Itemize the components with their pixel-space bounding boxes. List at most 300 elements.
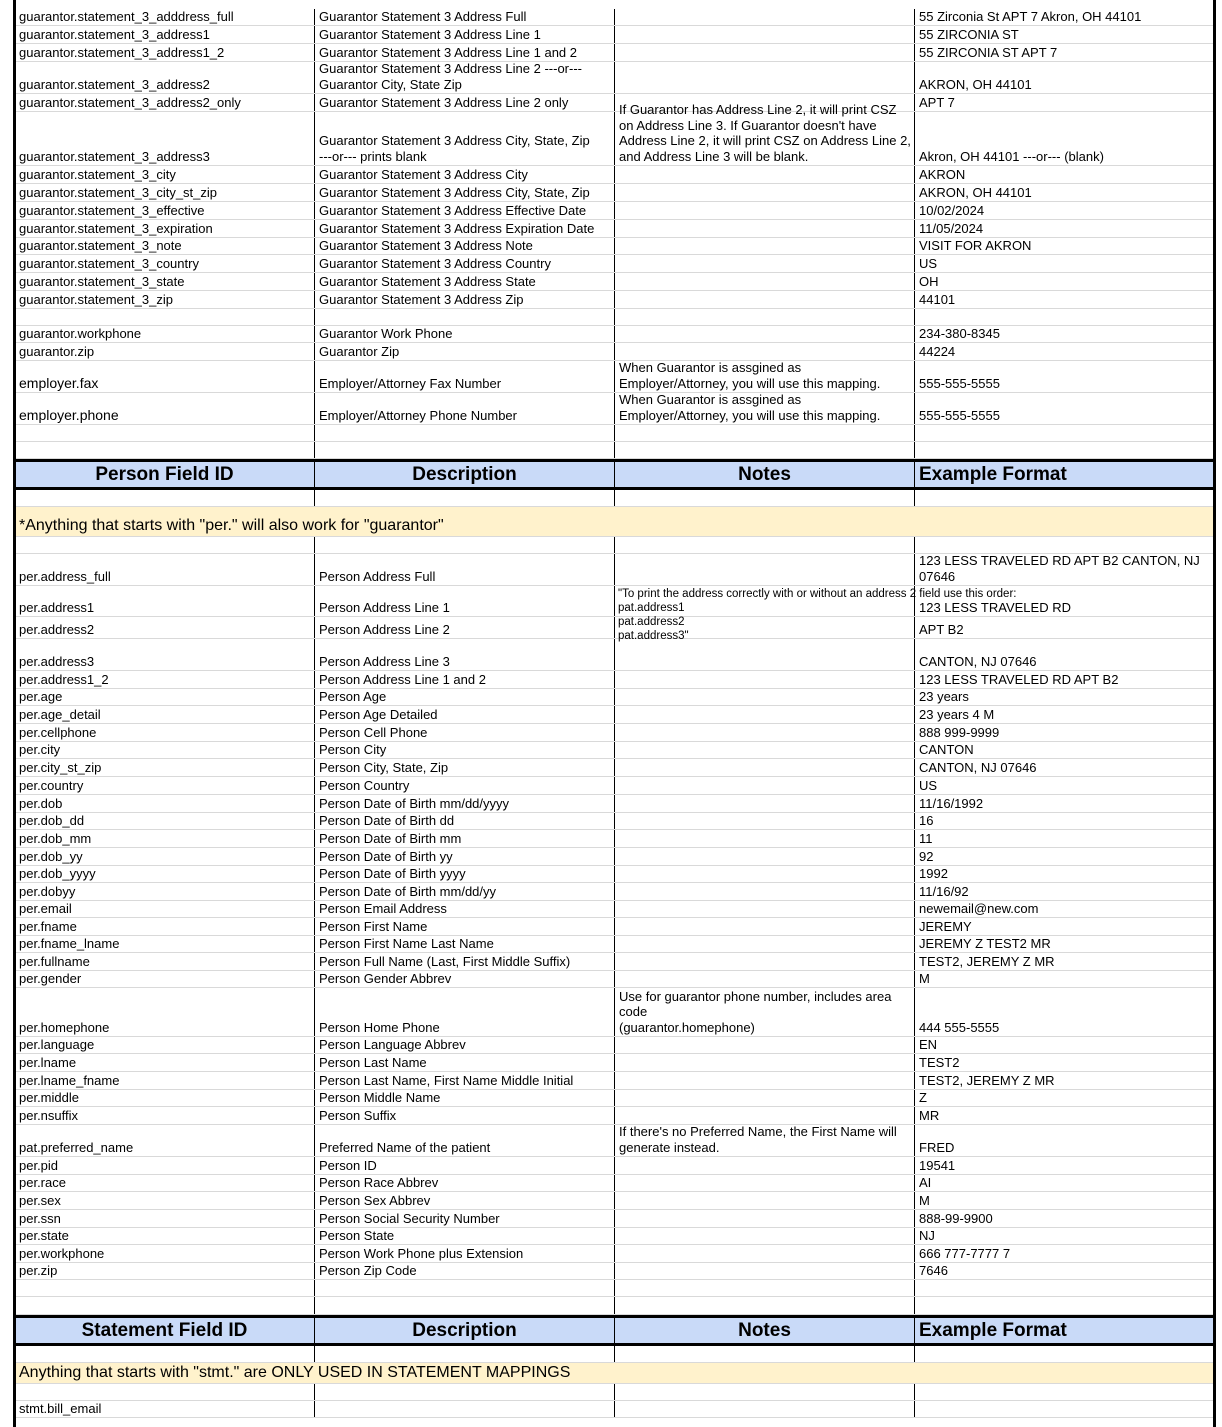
table-row bbox=[15, 1228, 1214, 1245]
description-cell[interactable]: Person Country bbox=[315, 777, 615, 794]
example-cell[interactable]: MR bbox=[919, 1107, 940, 1123]
description-cell[interactable]: Guarantor Statement 3 Address City, State, Zip ---or--- prints blank bbox=[315, 112, 615, 165]
notes-cell[interactable]: If there's no Preferred Name, the First Name will generate instead. bbox=[615, 1125, 915, 1156]
notes-cell[interactable] bbox=[615, 759, 915, 776]
description-cell[interactable]: Person Middle Name bbox=[315, 1090, 615, 1106]
field-id-cell[interactable]: employer.phone bbox=[15, 393, 315, 424]
empty-cell[interactable] bbox=[315, 1346, 615, 1362]
example-cell[interactable]: 123 LESS TRAVELED RD APT B2 bbox=[919, 671, 1119, 687]
table-row bbox=[15, 848, 1214, 866]
field-id-cell[interactable]: per.email bbox=[15, 901, 315, 917]
table-row bbox=[15, 586, 1214, 617]
example-cell[interactable]: TEST2 bbox=[919, 1054, 960, 1070]
description-cell[interactable] bbox=[315, 1280, 615, 1296]
example-cell[interactable]: 555-555-5555 bbox=[919, 407, 1000, 423]
description-cell[interactable]: Guarantor Statement 3 Address Line 1 and 2 bbox=[315, 44, 615, 61]
field-id-cell[interactable]: guarantor.statement_3_state bbox=[15, 273, 315, 290]
notes-cell[interactable] bbox=[615, 273, 915, 290]
table-row bbox=[15, 1384, 1214, 1401]
example-cell[interactable] bbox=[915, 1280, 1214, 1296]
description-cell[interactable]: Person Zip Code bbox=[315, 1263, 615, 1279]
table-row bbox=[15, 9, 1214, 26]
notes-cell[interactable] bbox=[615, 62, 915, 93]
notes-cell[interactable] bbox=[615, 918, 915, 935]
example-cell[interactable]: EN bbox=[919, 1036, 938, 1052]
field-id-cell[interactable]: per.lname_fname bbox=[15, 1072, 315, 1089]
table-row bbox=[15, 184, 1214, 202]
example-cell[interactable]: newemail@new.com bbox=[919, 900, 1039, 916]
notes-cell[interactable] bbox=[615, 830, 915, 847]
field-id-cell[interactable] bbox=[15, 425, 315, 441]
notes-cell[interactable] bbox=[615, 953, 915, 970]
example-cell[interactable]: 44101 bbox=[919, 291, 956, 307]
field-id-cell[interactable]: guarantor.statement_3_city_st_zip bbox=[15, 184, 315, 201]
description-cell[interactable]: Person Race Abbrev bbox=[315, 1175, 615, 1191]
field-id-cell[interactable]: per.zip bbox=[15, 1263, 315, 1279]
notes-cell[interactable] bbox=[615, 309, 915, 325]
notes-cell[interactable] bbox=[615, 901, 915, 917]
field-id-cell[interactable]: per.language bbox=[15, 1037, 315, 1053]
field-id-cell[interactable]: per.dob_yy bbox=[15, 848, 315, 865]
example-cell[interactable]: 234-380-8345 bbox=[919, 325, 1000, 341]
description-cell[interactable]: Employer/Attorney Phone Number bbox=[315, 393, 615, 424]
example-cell[interactable]: 123 LESS TRAVELED RD APT B2 CANTON, NJ 07646 bbox=[919, 553, 1200, 584]
description-cell[interactable]: Person Address Line 3 bbox=[315, 639, 615, 670]
field-id-cell[interactable]: per.dob_dd bbox=[15, 813, 315, 829]
description-cell[interactable]: Person Email Address bbox=[315, 901, 615, 917]
description-cell[interactable]: Person Cell Phone bbox=[315, 724, 615, 741]
field-id-cell[interactable]: per.address_full bbox=[15, 554, 315, 585]
field-id-cell[interactable]: per.address1 bbox=[15, 586, 315, 616]
notes-cell[interactable] bbox=[615, 9, 915, 25]
example-cell[interactable]: 19541 bbox=[919, 1157, 956, 1173]
notes-cell[interactable] bbox=[615, 238, 915, 254]
field-id-cell[interactable]: guarantor.statement_3_expiration bbox=[15, 220, 315, 237]
field-id-cell[interactable]: employer.fax bbox=[15, 361, 315, 392]
example-cell[interactable]: 888-99-9900 bbox=[919, 1210, 993, 1226]
example-cell[interactable] bbox=[915, 1297, 1214, 1314]
field-id-cell[interactable]: per.fname bbox=[15, 918, 315, 935]
notes-cell[interactable] bbox=[615, 848, 915, 865]
description-cell[interactable]: Guarantor Statement 3 Address Note bbox=[315, 238, 615, 254]
field-id-cell[interactable]: guarantor.statement_3_adddress_full bbox=[15, 9, 315, 25]
empty-cell[interactable] bbox=[15, 1346, 315, 1362]
table-row bbox=[15, 617, 1214, 639]
description-cell[interactable]: Person Age bbox=[315, 689, 615, 705]
description-cell[interactable]: Guarantor Statement 3 Address State bbox=[315, 273, 615, 290]
description-cell[interactable]: Person Sex Abbrev bbox=[315, 1192, 615, 1209]
table-row bbox=[15, 988, 1214, 1037]
description-cell[interactable]: Person Home Phone bbox=[315, 988, 615, 1036]
field-id-cell[interactable]: per.dob_mm bbox=[15, 830, 315, 847]
field-id-cell[interactable]: guarantor.statement_3_address1 bbox=[15, 26, 315, 43]
field-id-cell[interactable]: per.dob_yyyy bbox=[15, 866, 315, 882]
description-cell[interactable] bbox=[315, 1384, 615, 1400]
notes-cell[interactable]: When Guarantor is assgined as Employer/Attorney, you will use this mapping. bbox=[615, 393, 915, 424]
description-cell[interactable]: Guarantor Statement 3 Address Effective Date bbox=[315, 202, 615, 219]
example-cell[interactable] bbox=[915, 1384, 1214, 1400]
field-id-cell[interactable]: per.address3 bbox=[15, 639, 315, 670]
notes-cell[interactable] bbox=[615, 706, 915, 723]
description-cell[interactable]: Person State bbox=[315, 1228, 615, 1244]
field-id-cell[interactable]: guarantor.statement_3_zip bbox=[15, 291, 315, 308]
empty-cell[interactable] bbox=[915, 490, 1214, 506]
notes-cell[interactable] bbox=[615, 184, 915, 201]
column-header[interactable]: Example Format bbox=[919, 463, 1067, 485]
notes-cell[interactable] bbox=[615, 724, 915, 741]
example-cell[interactable]: 11/16/92 bbox=[919, 883, 969, 899]
field-id-cell[interactable]: per.city_st_zip bbox=[15, 759, 315, 776]
example-cell[interactable]: 16 bbox=[919, 812, 934, 828]
example-cell[interactable]: NJ bbox=[919, 1227, 935, 1243]
notes-cell[interactable] bbox=[615, 795, 915, 812]
example-cell[interactable]: 23 years 4 M bbox=[919, 706, 995, 722]
notes-cell[interactable] bbox=[615, 202, 915, 219]
notes-cell[interactable] bbox=[615, 813, 915, 829]
example-cell[interactable]: 555-555-5555 bbox=[919, 375, 1000, 391]
table-row bbox=[15, 166, 1214, 184]
notes-cell[interactable] bbox=[615, 44, 915, 61]
field-id-cell[interactable]: per.race bbox=[15, 1175, 315, 1191]
description-cell[interactable]: Guarantor Statement 3 Address Line 1 bbox=[315, 26, 615, 43]
table-row bbox=[15, 361, 1214, 393]
table-row bbox=[15, 639, 1214, 671]
notes-cell[interactable] bbox=[615, 1157, 915, 1174]
column-header[interactable]: Description bbox=[315, 1318, 615, 1343]
description-cell[interactable]: Person City, State, Zip bbox=[315, 759, 615, 776]
notes-cell[interactable] bbox=[615, 343, 915, 360]
table-row bbox=[15, 238, 1214, 255]
table-row bbox=[15, 1280, 1214, 1297]
description-cell[interactable]: Person Full Name (Last, First Middle Suffix) bbox=[315, 953, 615, 970]
example-cell[interactable]: TEST2, JEREMY Z MR bbox=[919, 1072, 1055, 1088]
example-cell[interactable]: CANTON bbox=[919, 741, 974, 757]
example-cell[interactable]: 44224 bbox=[919, 343, 956, 359]
example-cell[interactable]: 123 LESS TRAVELED RD bbox=[919, 599, 1071, 615]
field-id-cell[interactable]: guarantor.statement_3_address3 bbox=[15, 112, 315, 165]
spacer-row bbox=[15, 490, 1214, 507]
field-id-cell[interactable]: per.workphone bbox=[15, 1245, 315, 1262]
banner-text[interactable]: *Anything that starts with "per." will also work for "guarantor" bbox=[19, 517, 444, 534]
field-id-cell[interactable]: per.sex bbox=[15, 1192, 315, 1209]
notes-cell[interactable] bbox=[615, 1175, 915, 1191]
example-cell[interactable]: CANTON, NJ 07646 bbox=[919, 653, 1037, 669]
column-header[interactable]: Person Field ID bbox=[15, 462, 315, 487]
field-id-cell[interactable]: per.address1_2 bbox=[15, 671, 315, 688]
field-id-cell[interactable] bbox=[15, 537, 315, 553]
description-cell[interactable]: Person City bbox=[315, 742, 615, 758]
description-cell[interactable]: Guarantor Statement 3 Address Line 2 ---or--- Guarantor City, State Zip bbox=[315, 62, 615, 93]
field-id-cell[interactable]: per.nsuffix bbox=[15, 1107, 315, 1124]
description-cell[interactable]: Person First Name bbox=[315, 918, 615, 935]
example-cell[interactable]: JEREMY bbox=[919, 918, 972, 934]
notes-cell[interactable] bbox=[615, 255, 915, 272]
column-header[interactable]: Notes bbox=[615, 1318, 915, 1343]
example-cell[interactable]: CANTON, NJ 07646 bbox=[919, 759, 1037, 775]
field-id-cell[interactable]: guarantor.statement_3_address2_only bbox=[15, 94, 315, 111]
notes-cell[interactable] bbox=[615, 883, 915, 900]
notes-cell[interactable] bbox=[615, 1210, 915, 1227]
notes-cell[interactable] bbox=[615, 1384, 915, 1400]
field-id-cell[interactable]: per.middle bbox=[15, 1090, 315, 1106]
example-cell[interactable]: TEST2, JEREMY Z MR bbox=[919, 953, 1055, 969]
notes-cell[interactable] bbox=[615, 554, 915, 585]
field-id-cell[interactable]: per.city bbox=[15, 742, 315, 758]
example-cell[interactable]: 888 999-9999 bbox=[919, 724, 1000, 740]
notes-cell[interactable] bbox=[615, 689, 915, 705]
description-cell[interactable]: Person Address Line 1 and 2 bbox=[315, 671, 615, 688]
example-cell[interactable] bbox=[915, 309, 1214, 325]
example-cell[interactable]: Akron, OH 44101 ---or--- (blank) bbox=[919, 148, 1104, 164]
example-cell[interactable] bbox=[915, 537, 1214, 553]
description-cell[interactable]: Person Gender Abbrev bbox=[315, 971, 615, 987]
description-cell[interactable]: Person Social Security Number bbox=[315, 1210, 615, 1227]
description-cell[interactable] bbox=[315, 537, 615, 553]
field-id-cell[interactable]: per.fullname bbox=[15, 953, 315, 970]
table-row bbox=[15, 689, 1214, 706]
description-cell[interactable]: Person Work Phone plus Extension bbox=[315, 1245, 615, 1262]
description-cell[interactable]: Preferred Name of the patient bbox=[315, 1125, 615, 1156]
description-cell[interactable]: Guarantor Statement 3 Address City, State, Zip bbox=[315, 184, 615, 201]
table-row bbox=[15, 706, 1214, 724]
table-row bbox=[15, 326, 1214, 343]
example-cell[interactable]: Z bbox=[919, 1089, 927, 1105]
example-cell[interactable]: OH bbox=[919, 273, 939, 289]
notes-cell[interactable] bbox=[615, 425, 915, 441]
description-cell[interactable]: Guarantor Statement 3 Address Zip bbox=[315, 291, 615, 308]
description-cell[interactable]: Person Date of Birth yyyy bbox=[315, 866, 615, 882]
field-id-cell[interactable]: per.age_detail bbox=[15, 706, 315, 723]
description-cell[interactable]: Person Last Name bbox=[315, 1054, 615, 1071]
example-cell[interactable]: US bbox=[919, 255, 938, 271]
field-id-cell[interactable]: guarantor.statement_3_effective bbox=[15, 202, 315, 219]
table-row bbox=[15, 936, 1214, 953]
example-cell[interactable]: 55 Zirconia St APT 7 Akron, OH 44101 bbox=[919, 8, 1142, 24]
description-cell[interactable]: Person Date of Birth dd bbox=[315, 813, 615, 829]
example-cell[interactable]: 55 ZIRCONIA ST APT 7 bbox=[919, 44, 1058, 60]
notes-cell[interactable] bbox=[615, 1072, 915, 1089]
description-cell[interactable]: Person Suffix bbox=[315, 1107, 615, 1124]
example-cell[interactable]: 1992 bbox=[919, 865, 948, 881]
description-cell[interactable] bbox=[315, 442, 615, 458]
example-cell[interactable] bbox=[915, 442, 1214, 458]
notes-cell[interactable] bbox=[615, 1401, 915, 1417]
example-cell[interactable]: VISIT FOR AKRON bbox=[919, 237, 1032, 253]
description-cell[interactable] bbox=[315, 425, 615, 441]
description-cell[interactable]: Guarantor Work Phone bbox=[315, 326, 615, 342]
example-cell[interactable]: 7646 bbox=[919, 1262, 948, 1278]
description-cell[interactable]: Person ID bbox=[315, 1157, 615, 1174]
empty-cell[interactable] bbox=[15, 490, 315, 506]
example-cell[interactable]: AKRON, OH 44101 bbox=[919, 76, 1032, 92]
field-id-cell[interactable]: per.dob bbox=[15, 795, 315, 812]
description-cell[interactable]: Guarantor Statement 3 Address Country bbox=[315, 255, 615, 272]
notes-cell[interactable]: If Guarantor has Address Line 2, it will print CSZ on Address Line 3. If Guarantor doesn't have Address Line 2, it will print CSZ on Address Line 2, and Address Line 3 will be blank. bbox=[615, 112, 915, 165]
table-row bbox=[15, 1175, 1214, 1192]
field-id-cell[interactable]: per.pid bbox=[15, 1157, 315, 1174]
example-cell[interactable]: AI bbox=[919, 1174, 932, 1190]
example-cell[interactable]: 666 777-7777 7 bbox=[919, 1245, 1011, 1261]
example-cell[interactable]: FRED bbox=[919, 1139, 955, 1155]
table-row bbox=[15, 554, 1214, 586]
description-cell[interactable]: Person Date of Birth mm/dd/yyyy bbox=[315, 795, 615, 812]
description-cell[interactable]: Guarantor Statement 3 Address City bbox=[315, 166, 615, 183]
notes-cell[interactable]: Use for guarantor phone number, includes area code (guarantor.homephone) bbox=[615, 988, 915, 1036]
field-id-cell[interactable]: per.lname bbox=[15, 1054, 315, 1071]
description-cell[interactable] bbox=[315, 1297, 615, 1314]
example-cell[interactable]: 92 bbox=[919, 848, 934, 864]
empty-cell[interactable] bbox=[915, 1346, 1214, 1362]
field-id-cell[interactable]: per.fname_lname bbox=[15, 936, 315, 952]
field-id-cell[interactable]: guarantor.workphone bbox=[15, 326, 315, 342]
notes-cell[interactable] bbox=[615, 220, 915, 237]
example-cell[interactable]: 10/02/2024 bbox=[919, 202, 985, 218]
notes-cell[interactable] bbox=[615, 971, 915, 987]
notes-cell[interactable] bbox=[615, 1054, 915, 1071]
field-id-cell[interactable] bbox=[15, 1297, 315, 1314]
field-id-cell[interactable]: guarantor.statement_3_city bbox=[15, 166, 315, 183]
field-id-cell[interactable]: per.ssn bbox=[15, 1210, 315, 1227]
notes-cell[interactable] bbox=[615, 166, 915, 183]
field-id-cell[interactable] bbox=[15, 309, 315, 325]
table-row bbox=[15, 537, 1214, 554]
field-id-cell[interactable]: per.gender bbox=[15, 971, 315, 987]
table-row bbox=[15, 1054, 1214, 1072]
notes-cell[interactable] bbox=[615, 1297, 915, 1314]
example-cell[interactable] bbox=[915, 1401, 1214, 1417]
table-row bbox=[15, 291, 1214, 309]
description-cell[interactable]: Person Last Name, First Name Middle Initial bbox=[315, 1072, 615, 1089]
description-cell[interactable] bbox=[315, 1401, 615, 1417]
field-id-cell[interactable]: stmt.bill_email bbox=[15, 1401, 315, 1417]
person-header-row bbox=[15, 459, 1214, 490]
notes-cell[interactable] bbox=[615, 26, 915, 43]
notes-cell[interactable] bbox=[615, 639, 915, 670]
description-cell[interactable]: Person Age Detailed bbox=[315, 706, 615, 723]
example-cell[interactable]: APT B2 bbox=[919, 621, 964, 637]
example-cell[interactable]: 23 years bbox=[919, 688, 969, 704]
field-id-cell[interactable]: per.state bbox=[15, 1228, 315, 1244]
description-cell[interactable]: Employer/Attorney Fax Number bbox=[315, 361, 615, 392]
column-header[interactable]: Notes bbox=[615, 462, 915, 487]
field-id-cell[interactable] bbox=[15, 1384, 315, 1400]
notes-cell[interactable] bbox=[615, 1107, 915, 1124]
description-cell[interactable]: Guarantor Statement 3 Address Expiration Date bbox=[315, 220, 615, 237]
notes-cell[interactable] bbox=[615, 1245, 915, 1262]
example-cell[interactable] bbox=[915, 425, 1214, 441]
notes-cell[interactable] bbox=[615, 442, 915, 458]
description-cell[interactable]: Guarantor Statement 3 Address Line 2 only bbox=[315, 94, 615, 111]
example-cell[interactable]: AKRON, OH 44101 bbox=[919, 184, 1032, 200]
table-row bbox=[15, 26, 1214, 44]
field-id-cell[interactable]: per.dobyy bbox=[15, 883, 315, 900]
field-id-cell[interactable]: per.homephone bbox=[15, 988, 315, 1036]
notes-cell[interactable] bbox=[615, 537, 915, 553]
column-header[interactable]: Description bbox=[315, 462, 615, 487]
field-id-cell[interactable]: per.cellphone bbox=[15, 724, 315, 741]
table-row bbox=[15, 1401, 1214, 1418]
empty-cell[interactable] bbox=[315, 490, 615, 506]
notes-cell[interactable] bbox=[615, 1037, 915, 1053]
example-cell[interactable]: 11/16/1992 bbox=[919, 795, 984, 811]
example-cell[interactable]: 55 ZIRCONIA ST bbox=[919, 26, 1019, 42]
notes-cell[interactable] bbox=[615, 1228, 915, 1244]
notes-cell[interactable] bbox=[615, 777, 915, 794]
notes-cell[interactable] bbox=[615, 742, 915, 758]
notes-cell[interactable] bbox=[615, 866, 915, 882]
example-cell[interactable]: 11/05/2024 bbox=[919, 220, 984, 236]
table-row bbox=[15, 866, 1214, 883]
table-row bbox=[15, 971, 1214, 988]
notes-cell[interactable] bbox=[615, 1090, 915, 1106]
banner-text[interactable]: Anything that starts with "stmt." are ONLY USED IN STATEMENT MAPPINGS bbox=[19, 1364, 571, 1381]
description-cell[interactable]: Person First Name Last Name bbox=[315, 936, 615, 952]
description-cell[interactable]: Guarantor Statement 3 Address Full bbox=[315, 9, 615, 25]
notes-cell[interactable] bbox=[615, 1192, 915, 1209]
empty-cell[interactable] bbox=[615, 1346, 915, 1362]
description-cell[interactable]: Person Address Line 1 bbox=[315, 586, 615, 616]
example-cell[interactable]: APT 7 bbox=[919, 94, 955, 110]
description-cell[interactable]: Person Address Full bbox=[315, 554, 615, 585]
notes-cell[interactable] bbox=[615, 936, 915, 952]
table-row bbox=[15, 759, 1214, 777]
description-cell[interactable]: Person Address Line 2 bbox=[315, 617, 615, 638]
description-cell[interactable]: Person Language Abbrev bbox=[315, 1037, 615, 1053]
empty-cell[interactable] bbox=[615, 490, 915, 506]
table-row bbox=[15, 442, 1214, 459]
table-row bbox=[15, 1090, 1214, 1107]
statement-header-row bbox=[15, 1315, 1214, 1346]
notes-cell[interactable] bbox=[615, 671, 915, 688]
person-banner-row bbox=[15, 507, 1214, 537]
field-id-cell[interactable]: per.address2 bbox=[15, 617, 315, 638]
column-header[interactable]: Example Format bbox=[919, 1319, 1067, 1341]
description-cell[interactable]: Person Date of Birth mm/dd/yy bbox=[315, 883, 615, 900]
field-id-cell[interactable]: guarantor.statement_3_country bbox=[15, 255, 315, 272]
example-cell[interactable]: M bbox=[919, 970, 930, 986]
example-cell[interactable]: 444 555-5555 bbox=[919, 1019, 1000, 1035]
field-id-cell[interactable]: per.age bbox=[15, 689, 315, 705]
table-row bbox=[15, 343, 1214, 361]
notes-cell[interactable]: When Guarantor is assgined as Employer/Attorney, you will use this mapping. bbox=[615, 361, 915, 392]
field-id-cell[interactable]: guarantor.statement_3_address2 bbox=[15, 62, 315, 93]
field-id-cell[interactable]: pat.preferred_name bbox=[15, 1125, 315, 1156]
description-cell[interactable]: Person Date of Birth yy bbox=[315, 848, 615, 865]
table-row bbox=[15, 830, 1214, 848]
example-cell[interactable]: US bbox=[919, 777, 938, 793]
notes-cell[interactable] bbox=[615, 326, 915, 342]
description-cell[interactable] bbox=[315, 309, 615, 325]
column-header[interactable]: Statement Field ID bbox=[15, 1318, 315, 1343]
table-row bbox=[15, 255, 1214, 273]
field-id-cell[interactable]: guarantor.statement_3_address1_2 bbox=[15, 44, 315, 61]
field-id-cell[interactable]: guarantor.zip bbox=[15, 343, 315, 360]
field-id-cell[interactable] bbox=[15, 442, 315, 458]
field-id-cell[interactable]: guarantor.statement_3_note bbox=[15, 238, 315, 254]
field-id-cell[interactable]: per.country bbox=[15, 777, 315, 794]
example-cell[interactable]: M bbox=[919, 1192, 930, 1208]
field-id-cell[interactable] bbox=[15, 1280, 315, 1296]
description-cell[interactable]: Person Date of Birth mm bbox=[315, 830, 615, 847]
notes-cell[interactable] bbox=[615, 1280, 915, 1296]
example-cell[interactable]: JEREMY Z TEST2 MR bbox=[919, 935, 1051, 951]
notes-cell[interactable] bbox=[615, 1263, 915, 1279]
example-cell[interactable]: 11 bbox=[919, 830, 933, 846]
example-cell[interactable]: AKRON bbox=[919, 166, 966, 182]
notes-cell[interactable] bbox=[615, 291, 915, 308]
description-cell[interactable]: Guarantor Zip bbox=[315, 343, 615, 360]
table-row bbox=[15, 953, 1214, 971]
